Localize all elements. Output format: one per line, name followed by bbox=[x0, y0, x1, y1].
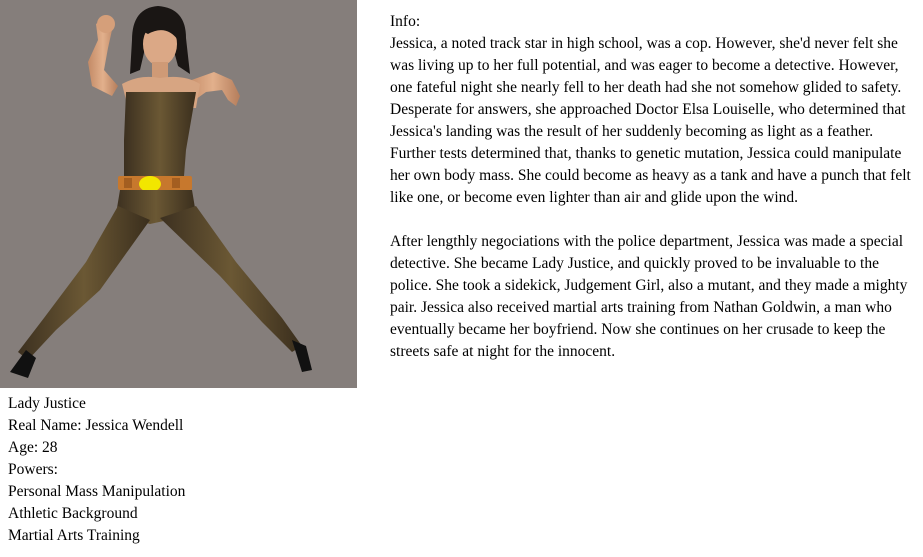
character-stats bbox=[8, 393, 348, 547]
power-item: Athletic Background bbox=[8, 505, 138, 522]
info-paragraph-2: After lengthly negociations with the police department, Jessica was made a special detective. She became Lady Justice, and quickly proved to be invaluable to the police. She took a sidekick, Judgement Girl, also a mutant, and they made a mighty pair. Jessica also received martial arts training from Nathan Goldwin, a man who eventually became her boyfriend. Now she continues on her crusade to keep the streets safe at night for the innocent. bbox=[390, 233, 908, 360]
character-name: Lady Justice bbox=[8, 395, 86, 412]
info-heading: Info: bbox=[390, 13, 421, 30]
character-render bbox=[0, 0, 357, 388]
age: Age: 28 bbox=[8, 439, 58, 456]
info-paragraph-1: Jessica, a noted track star in high school, was a cop. However, she'd never felt she was living up to her full potential, and was eager to become a detective. However, one fateful night she nearly fell to her death had she not somehow glided to safety. Desperate for answers, she approached Doctor Elsa Louiselle, who determined that Jessica's landing was the result of her suddenly becoming as light as a feather. Further tests determined that, thanks to genetic mutation, Jessica could manipulate her own body mass. She could become as heavy as a tank and have a punch that felt like one, or become even lighter than air and glide upon the wind. bbox=[390, 35, 911, 206]
real-name: Real Name: Jessica Wendell bbox=[8, 417, 184, 434]
paragraph-spacer bbox=[390, 209, 915, 231]
info-section bbox=[390, 11, 915, 363]
power-item: Martial Arts Training bbox=[8, 527, 140, 544]
powers-heading: Powers: bbox=[8, 461, 58, 478]
power-item: Personal Mass Manipulation bbox=[8, 483, 186, 500]
character-figure-image bbox=[0, 0, 357, 388]
